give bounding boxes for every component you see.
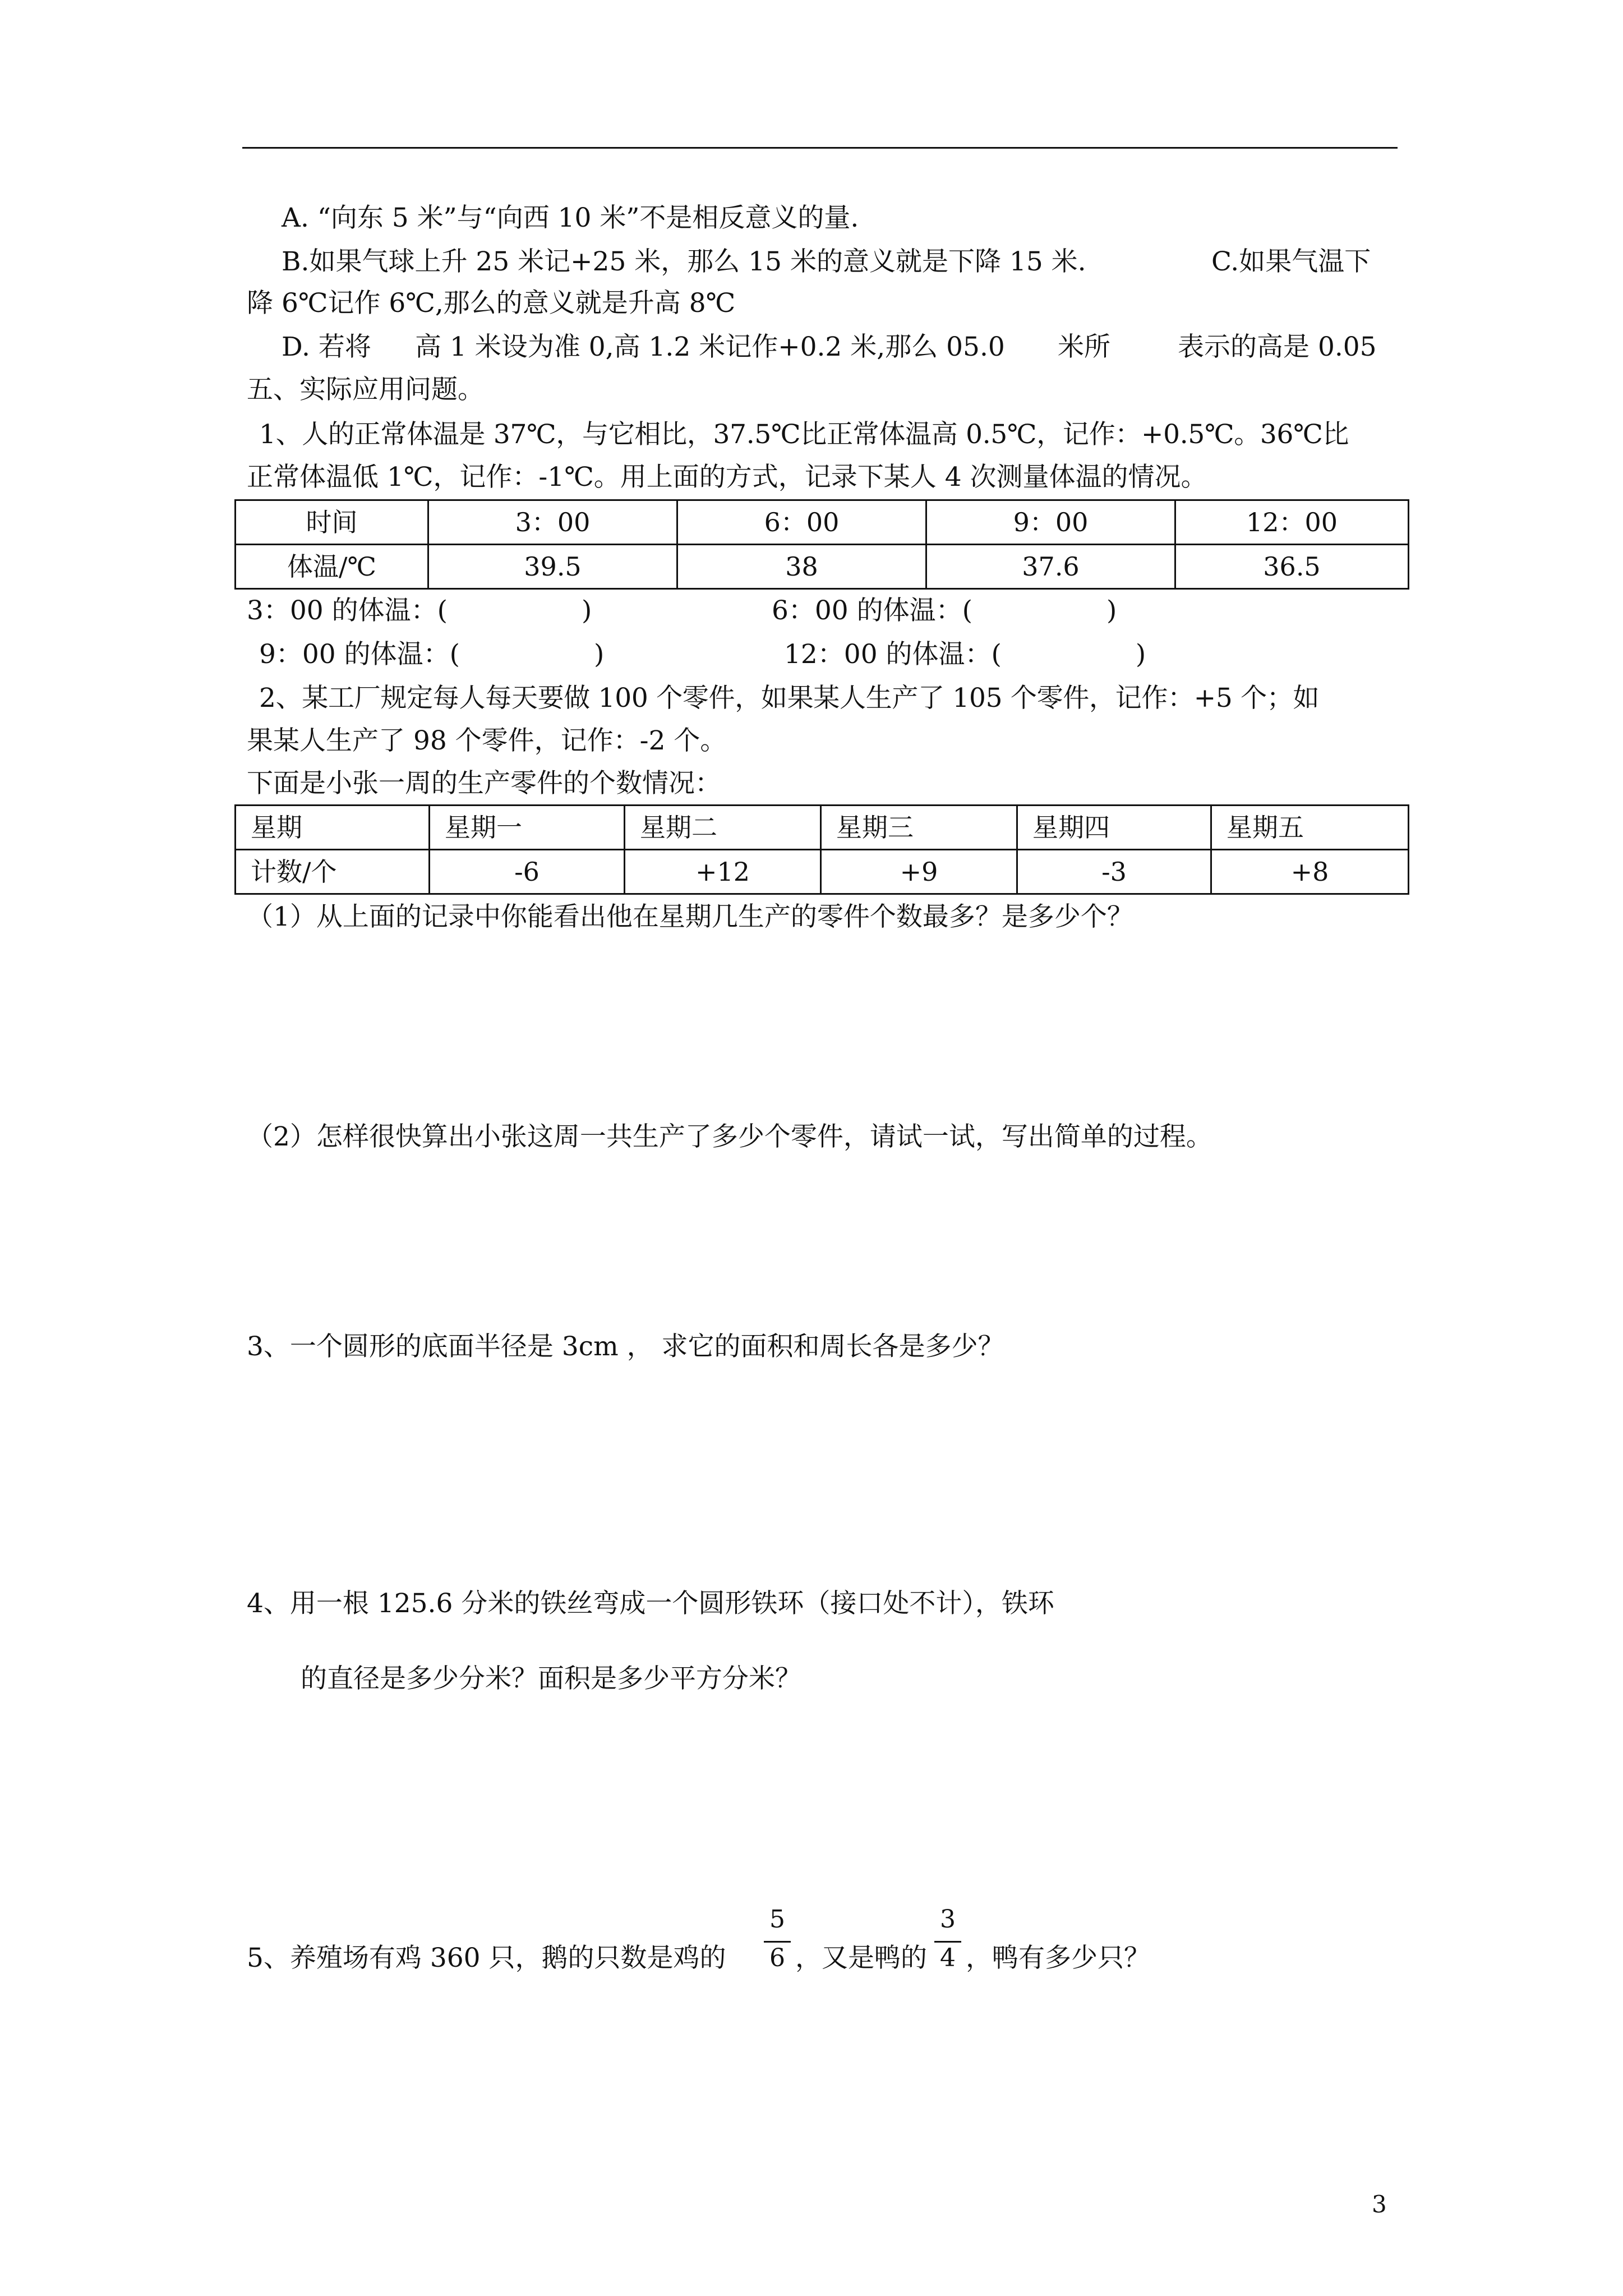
table-cell: +12 xyxy=(625,850,821,894)
fraction-numerator: 5 xyxy=(769,1905,785,1934)
temperature-table xyxy=(234,499,1409,590)
blank-3-00: 3：00 的体温：( ) xyxy=(247,595,592,626)
table-row xyxy=(236,806,1409,850)
q3-text: 3、一个圆形的底面半径是 3cm ， 求它的面积和周长各是多少？ xyxy=(247,1331,1004,1362)
table-header-cell: 9：00 xyxy=(926,500,1175,545)
table-header-cell: 12：00 xyxy=(1175,500,1409,545)
table-header-cell: 星期三 xyxy=(821,806,1017,850)
table-cell: 体温/℃ xyxy=(236,545,428,589)
option-c-continued: 降 6℃记作 6℃,那么的意义就是升高 8℃ xyxy=(247,288,736,319)
table-cell: 39.5 xyxy=(428,545,677,589)
option-a: A. “向东 5 米”与“向西 10 米”不是相反意义的量. xyxy=(282,203,859,233)
table-cell: 37.6 xyxy=(926,545,1175,589)
fraction-five-sixths xyxy=(760,1907,794,1977)
fraction-three-quarters xyxy=(931,1907,965,1977)
blank-12-00: 12：00 的体温：( ) xyxy=(784,639,1146,670)
table-row xyxy=(236,850,1409,894)
q2-sub-question-2: （2）怎样很快算出小张这周一共生产了多少个零件，请试一试，写出简单的过程。 xyxy=(247,1121,1212,1152)
page-number: 3 xyxy=(1372,2191,1387,2218)
fraction-bar xyxy=(764,1941,791,1943)
table-cell: -3 xyxy=(1017,850,1211,894)
production-table xyxy=(234,804,1409,895)
header-rule xyxy=(242,147,1398,149)
option-d-label: D. 若将 xyxy=(282,332,371,362)
q2-line3: 下面是小张一周的生产零件的个数情况： xyxy=(247,768,721,799)
q4-line1: 4、用一根 125.6 分米的铁丝弯成一个圆形铁环（接口处不计），铁环 xyxy=(247,1588,1054,1619)
table-header-cell: 星期五 xyxy=(1211,806,1409,850)
fraction-denominator: 6 xyxy=(769,1944,785,1972)
table-header-cell: 星期一 xyxy=(430,806,625,850)
table-header-cell: 时间 xyxy=(236,500,428,545)
table-cell: +8 xyxy=(1211,850,1409,894)
q5-text-1: 5、养殖场有鸡 360 只，鹅的只数是鸡的 xyxy=(247,1943,726,1973)
fraction-denominator: 4 xyxy=(940,1944,956,1972)
table-cell: 36.5 xyxy=(1175,545,1409,589)
section-title: 五、实际应用问题。 xyxy=(247,374,484,405)
table-row xyxy=(236,545,1409,589)
blank-9-00: 9：00 的体温：( ) xyxy=(259,639,605,670)
option-d-text: 高 1 米设为准 0,高 1.2 米记作+0.2 米,那么 05.0 xyxy=(415,332,1005,362)
table-cell: 计数/个 xyxy=(236,850,430,894)
q2-line1: 2、某工厂规定每人每天要做 100 个零件，如果某人生产了 105 个零件，记作：+5 个；如 xyxy=(259,683,1320,714)
table-header-cell: 3：00 xyxy=(428,500,677,545)
table-cell: -6 xyxy=(430,850,625,894)
option-d-text-2: 米所 xyxy=(1058,332,1110,362)
option-c-start: C.如果气温下 xyxy=(1211,246,1371,277)
option-b: B.如果气球上升 25 米记+25 米，那么 15 米的意义就是下降 15 米. xyxy=(282,246,1086,277)
q2-sub-question-1: （1）从上面的记录中你能看出他在星期几生产的零件个数最多？是多少个？ xyxy=(247,901,1133,932)
table-header-cell: 星期二 xyxy=(625,806,821,850)
table-row xyxy=(236,500,1409,545)
table-header-cell: 星期 xyxy=(236,806,430,850)
q5-text-3: ，鸭有多少只？ xyxy=(966,1943,1150,1973)
table-cell: +9 xyxy=(821,850,1017,894)
table-header-cell: 星期四 xyxy=(1017,806,1211,850)
table-cell: 38 xyxy=(677,545,926,589)
q2-line2: 果某人生产了 98 个零件，记作：-2 个。 xyxy=(247,725,727,756)
q5-text-2: ，又是鸭的 xyxy=(795,1943,927,1973)
q1-line1: 1、人的正常体温是 37℃，与它相比，37.5℃比正常体温高 0.5℃，记作：+0.5℃。36℃比 xyxy=(259,419,1349,450)
fraction-bar xyxy=(934,1941,961,1943)
blank-6-00: 6：00 的体温：( ) xyxy=(772,595,1117,626)
fraction-numerator: 3 xyxy=(940,1905,956,1934)
q4-line2: 的直径是多少分米？面积是多少平方分米？ xyxy=(301,1663,801,1694)
option-d-text-3: 表示的高是 0.05 xyxy=(1178,332,1377,362)
table-header-cell: 6：00 xyxy=(677,500,926,545)
q1-line2: 正常体温低 1℃，记作：-1℃。用上面的方式，记录下某人 4 次测量体温的情况。 xyxy=(247,462,1207,493)
